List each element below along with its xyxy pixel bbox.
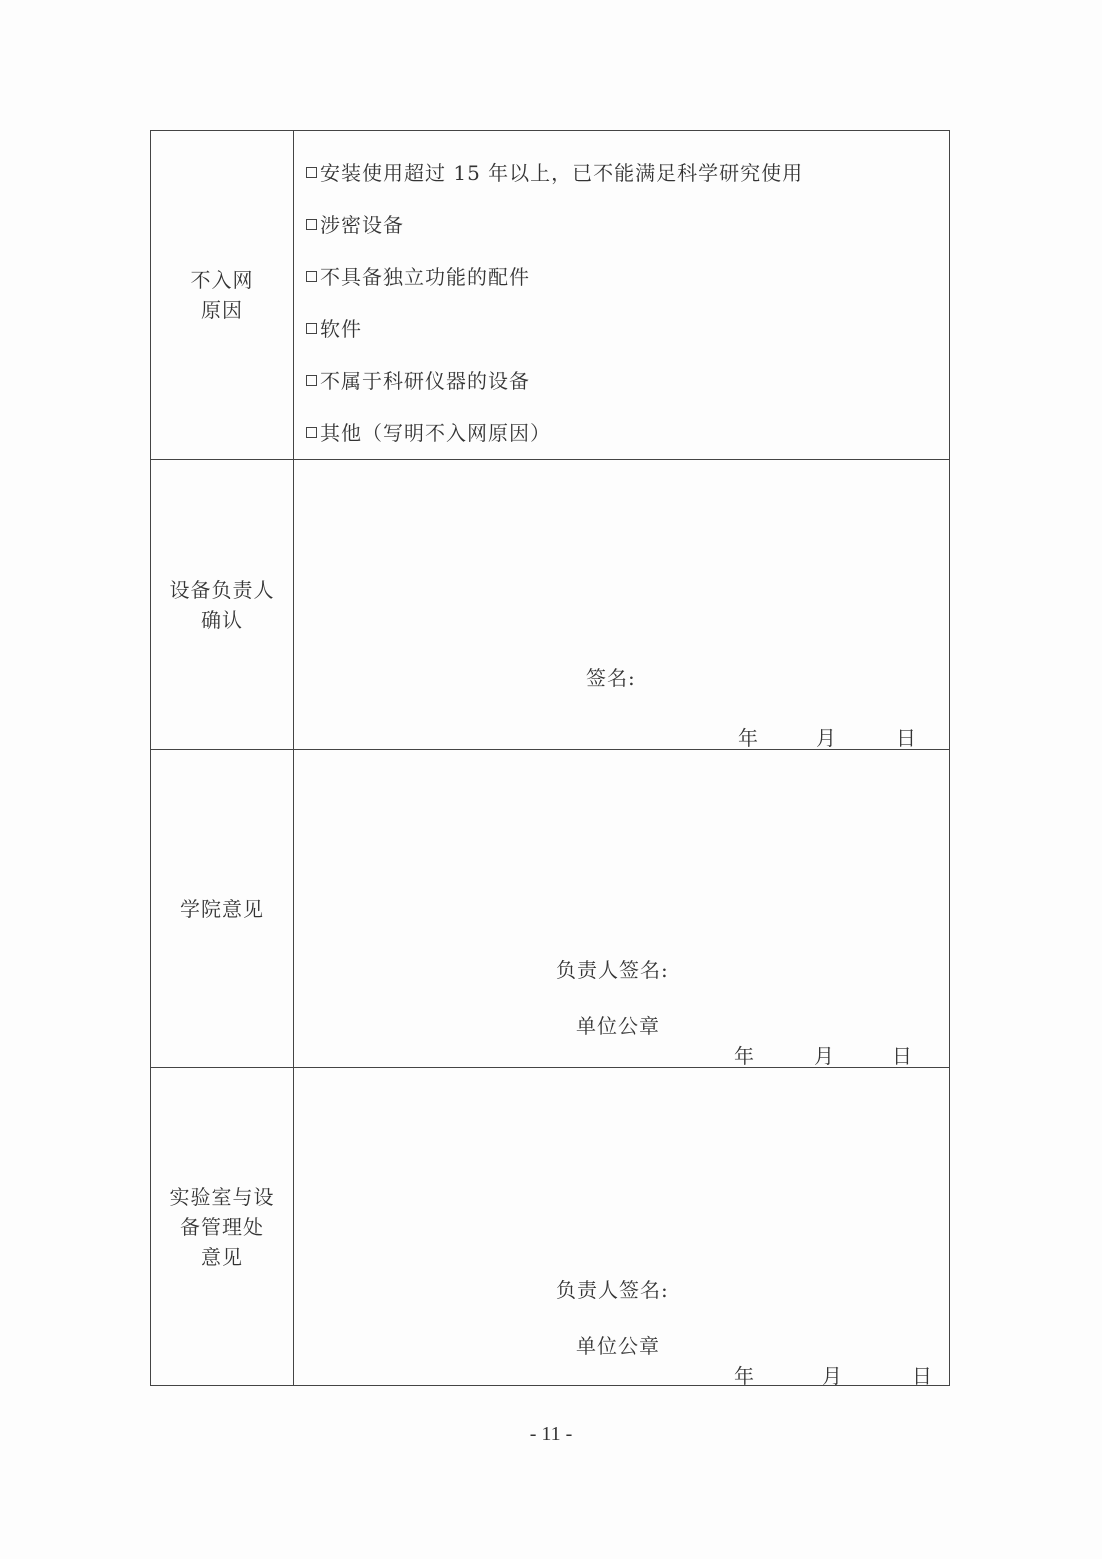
- option-item[interactable]: [306, 147, 949, 199]
- lab-label-line: 备管理处: [180, 1214, 264, 1239]
- lab-label-line: 实验室与设: [169, 1184, 275, 1209]
- row-owner-confirm: [151, 460, 950, 750]
- checkbox-icon[interactable]: [306, 375, 317, 386]
- confirm-label-line: 设备负责人: [169, 577, 275, 602]
- checkbox-icon[interactable]: [306, 427, 317, 438]
- date-day-label: 日: [892, 1044, 912, 1068]
- option-label: 安装使用超过 15 年以上，已不能满足科学研究使用: [320, 161, 804, 185]
- approval-form-table: [150, 130, 950, 1386]
- reason-label-line: 不入网: [190, 268, 254, 292]
- reason-option-list: [294, 131, 949, 459]
- signature-label: 负责人签名:: [556, 1278, 669, 1302]
- checkbox-icon[interactable]: [306, 271, 317, 282]
- date-year-label: 年: [734, 1044, 754, 1068]
- confirm-label-line: 确认: [201, 607, 243, 632]
- seal-label: 单位公章: [576, 1014, 660, 1038]
- signature-label: 签名:: [586, 666, 636, 690]
- option-label: 不属于科研仪器的设备: [320, 369, 530, 393]
- date-day-label: 日: [912, 1364, 932, 1388]
- row-lab-office-opinion: [151, 1068, 950, 1386]
- college-label-cell: [151, 750, 294, 1068]
- date-month-label: 月: [822, 1364, 842, 1388]
- option-label: 其他（写明不入网原因）: [320, 421, 551, 445]
- row-college-opinion: [151, 750, 950, 1068]
- college-label-line: 学院意见: [180, 896, 264, 921]
- confirm-content-cell[interactable]: [294, 460, 950, 750]
- row-reason: [151, 131, 950, 460]
- reason-label-cell: [151, 131, 294, 460]
- date-year-label: 年: [734, 1364, 754, 1388]
- option-item[interactable]: [306, 355, 949, 407]
- checkbox-icon[interactable]: [306, 167, 317, 178]
- option-item[interactable]: [306, 407, 949, 459]
- confirm-label-cell: [151, 460, 294, 750]
- date-month-label: 月: [816, 726, 836, 750]
- option-item[interactable]: [306, 251, 949, 303]
- option-label: 涉密设备: [320, 213, 404, 237]
- lab-label-cell: [151, 1068, 294, 1386]
- option-label: 不具备独立功能的配件: [320, 265, 530, 289]
- page-number: - 11 -: [529, 1423, 573, 1445]
- date-month-label: 月: [814, 1044, 834, 1068]
- option-item[interactable]: [306, 303, 949, 355]
- college-content-cell[interactable]: [294, 750, 950, 1068]
- date-year-label: 年: [738, 726, 758, 750]
- lab-label-line: 意见: [201, 1244, 243, 1269]
- seal-label: 单位公章: [576, 1334, 660, 1358]
- signature-label: 负责人签名:: [556, 958, 669, 982]
- option-label: 软件: [320, 317, 362, 341]
- checkbox-icon[interactable]: [306, 219, 317, 230]
- date-day-label: 日: [896, 726, 916, 750]
- reason-options-cell: [294, 131, 950, 460]
- checkbox-icon[interactable]: [306, 323, 317, 334]
- reason-label-line: 原因: [201, 298, 243, 322]
- lab-content-cell[interactable]: [294, 1068, 950, 1386]
- option-item[interactable]: [306, 199, 949, 251]
